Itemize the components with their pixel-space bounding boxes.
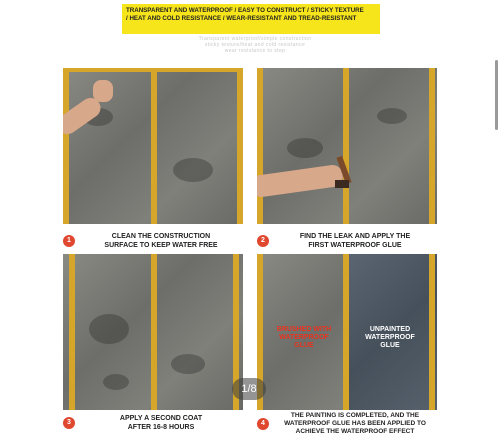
step-4-badge: 4 [257,418,269,430]
subtitle-line-1: Transparent waterproof/simple construction [198,36,312,42]
banner-line-2: / HEAT AND COLD RESISTANCE / WEAR-RESISTANT AND TREAD-RESISTANT [126,15,357,22]
unpainted-label: UNPAINTED WATERPROOF GLUE [365,326,415,349]
step-3-line-1: APPLY A SECOND COAT [119,415,203,422]
step-4-line-1: THE PAINTING IS COMPLETED, AND THE [290,412,420,419]
step-1-caption [63,228,243,254]
step-4-line-2: WATERPROOF GLUE HAS BEEN APPLIED TO [284,420,426,427]
step-4-line-3: ACHIEVE THE WATERPROOF EFFECT [295,428,415,435]
brushed-label: BRUSHED WITH WATERPROOF GLUE [276,326,332,349]
step-4-caption [257,410,437,438]
image-pager[interactable]: 1/8 [232,378,266,400]
banner-subtitle [150,36,360,54]
step-1-photo [63,68,243,224]
scrollbar-thumb[interactable] [495,60,498,130]
step-2-caption [257,228,437,254]
step-2-badge: 2 [257,235,269,247]
subtitle-line-3: wear resistance to step [224,48,286,54]
step-3-caption [63,410,243,436]
step-2-line-2: FIRST WATERPROOF GLUE [308,242,402,249]
subtitle-line-2: sticky texture/heat and cold resistance [204,42,306,48]
step-1-badge: 1 [63,235,75,247]
step-2-line-1: FIND THE LEAK AND APPLY THE [299,233,411,240]
step-3-badge: 3 [63,417,75,429]
step-2-photo [257,68,437,224]
step-3-photo [63,254,243,410]
banner-line-1: TRANSPARENT AND WATERPROOF / EASY TO CONSTRUCT / STICKY TEXTURE [126,7,364,14]
step-3-line-2: AFTER 16-8 HOURS [127,424,195,431]
step-1-line-2: SURFACE TO KEEP WATER FREE [104,242,218,249]
step-4-photo [257,254,437,410]
feature-banner [122,4,380,34]
step-1-line-1: CLEAN THE CONSTRUCTION [111,233,211,240]
